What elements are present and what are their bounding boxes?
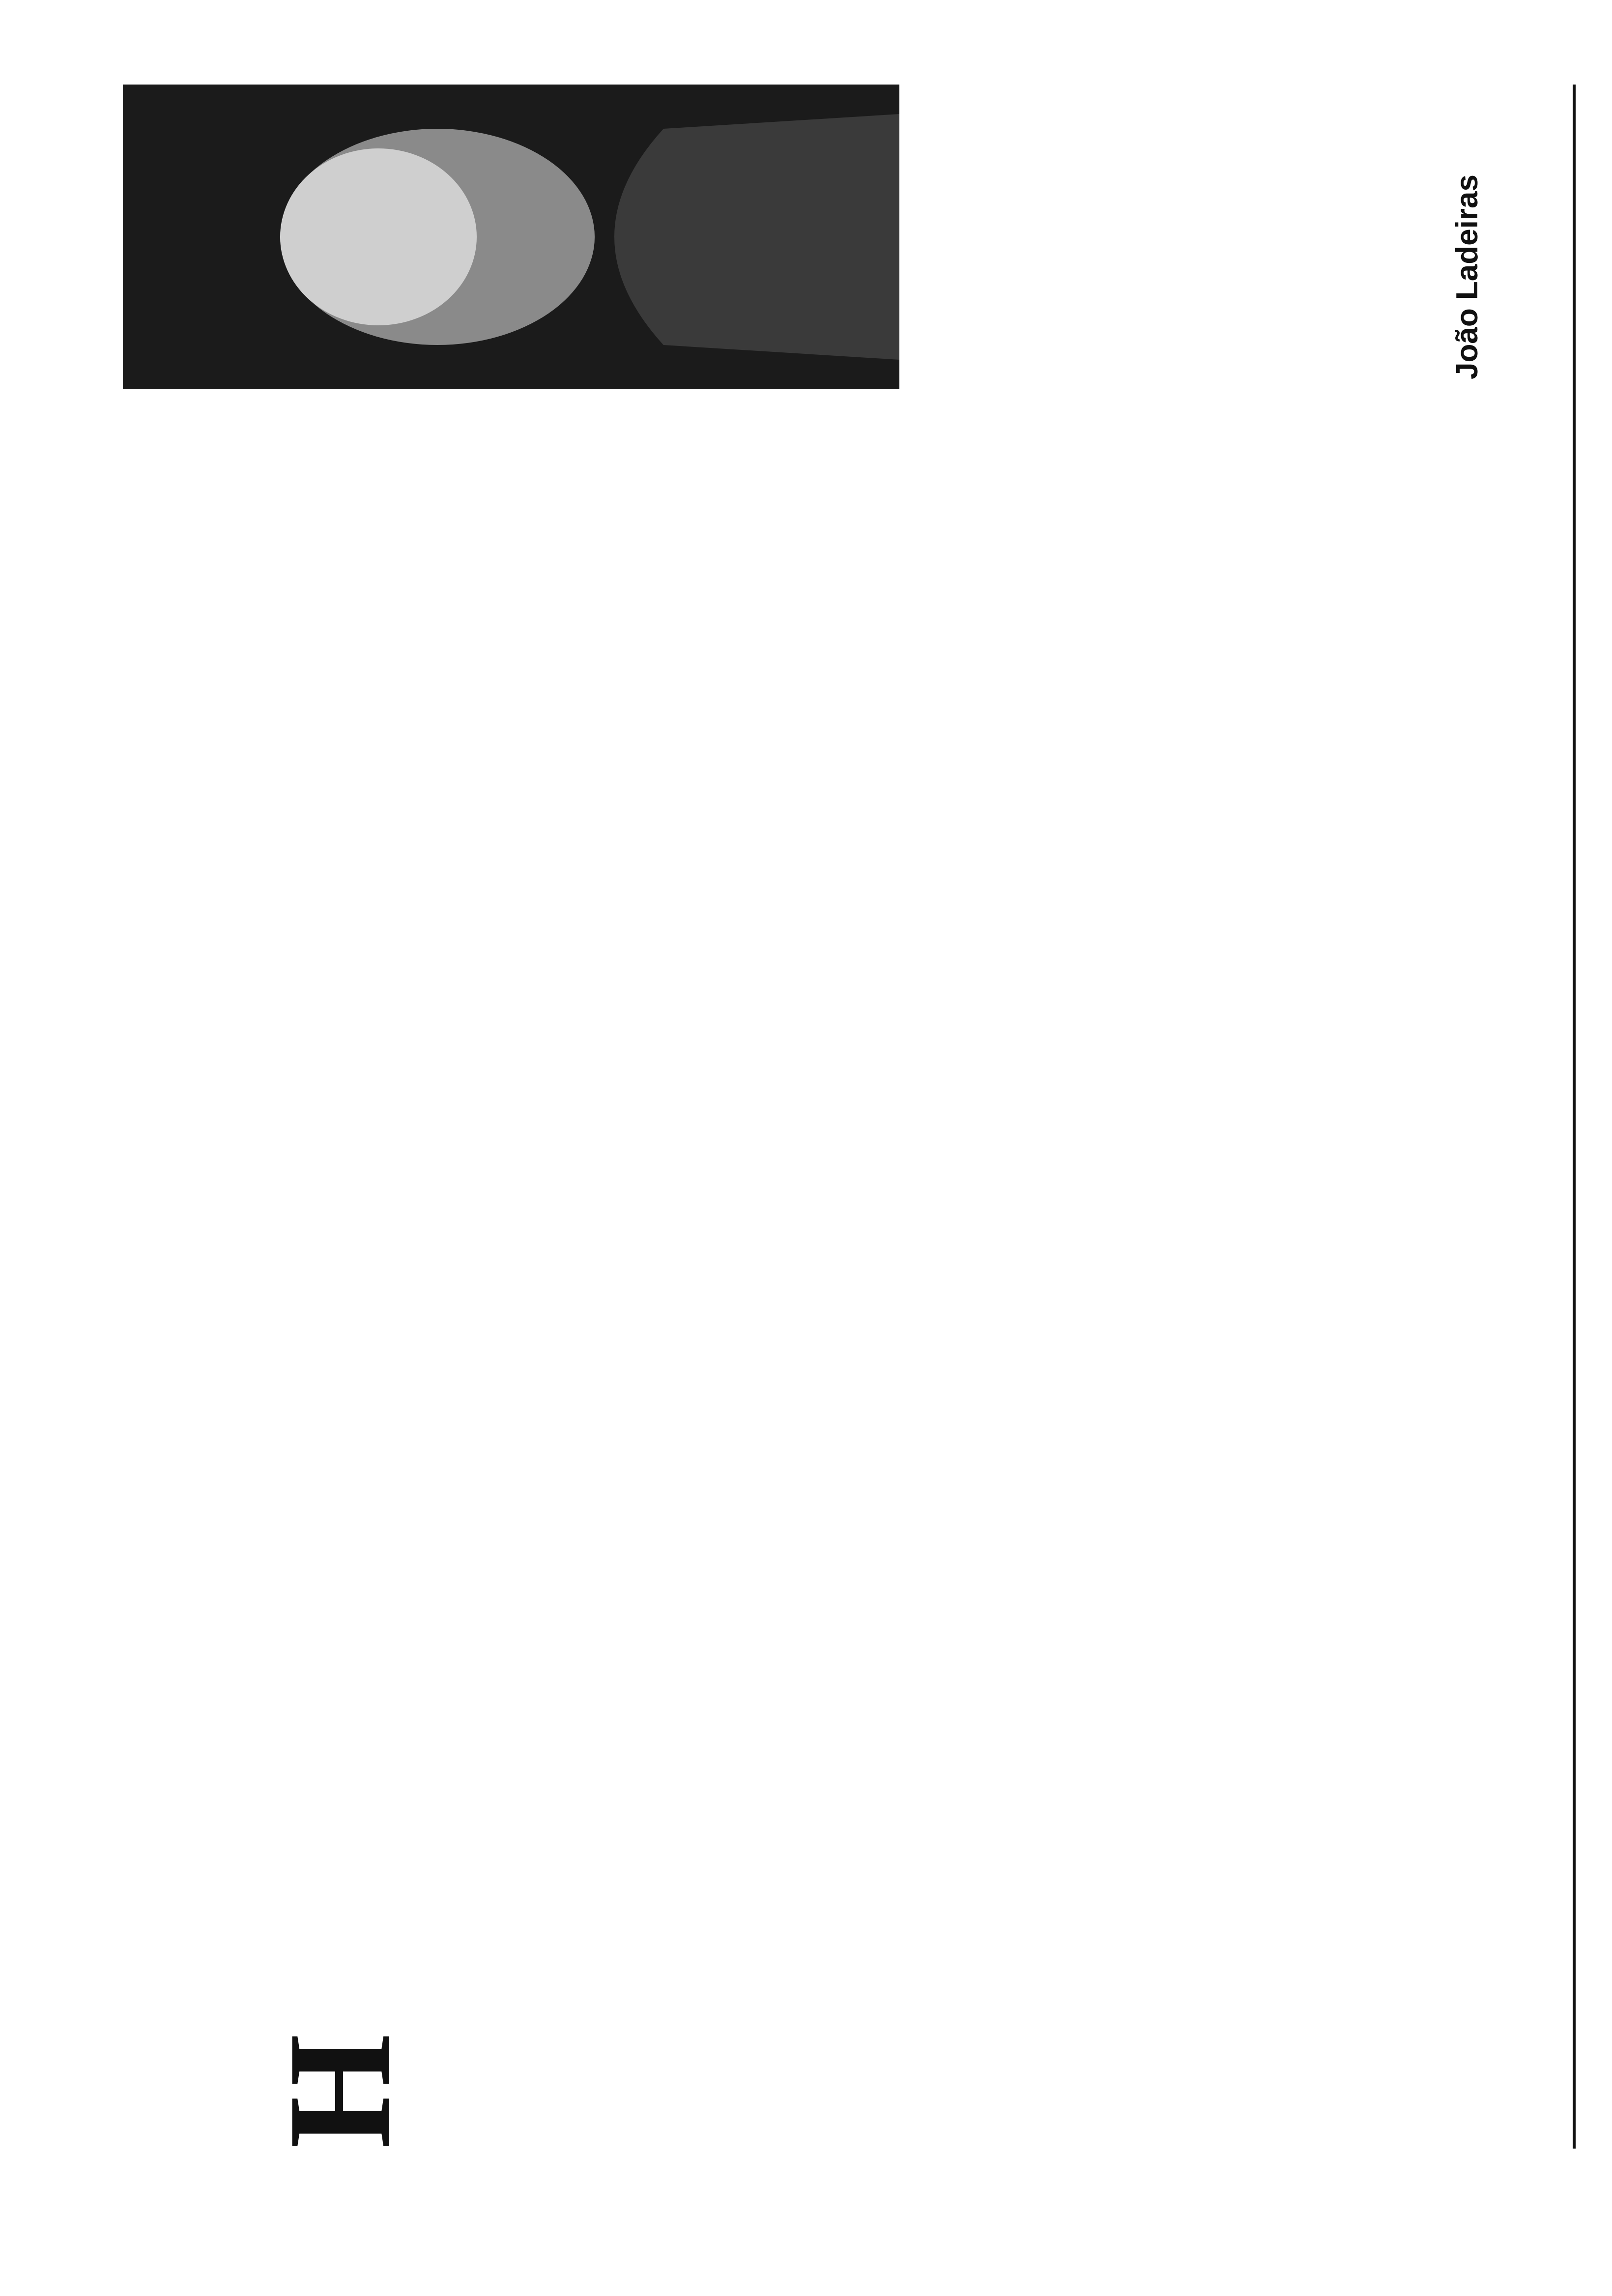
drop-cap: H [258,2034,421,2149]
folio-rule [1573,85,1576,2149]
byline: João Ladeiras [1450,174,1484,379]
article-lead [258,1421,421,2149]
portrait-photo-icon [123,85,899,389]
